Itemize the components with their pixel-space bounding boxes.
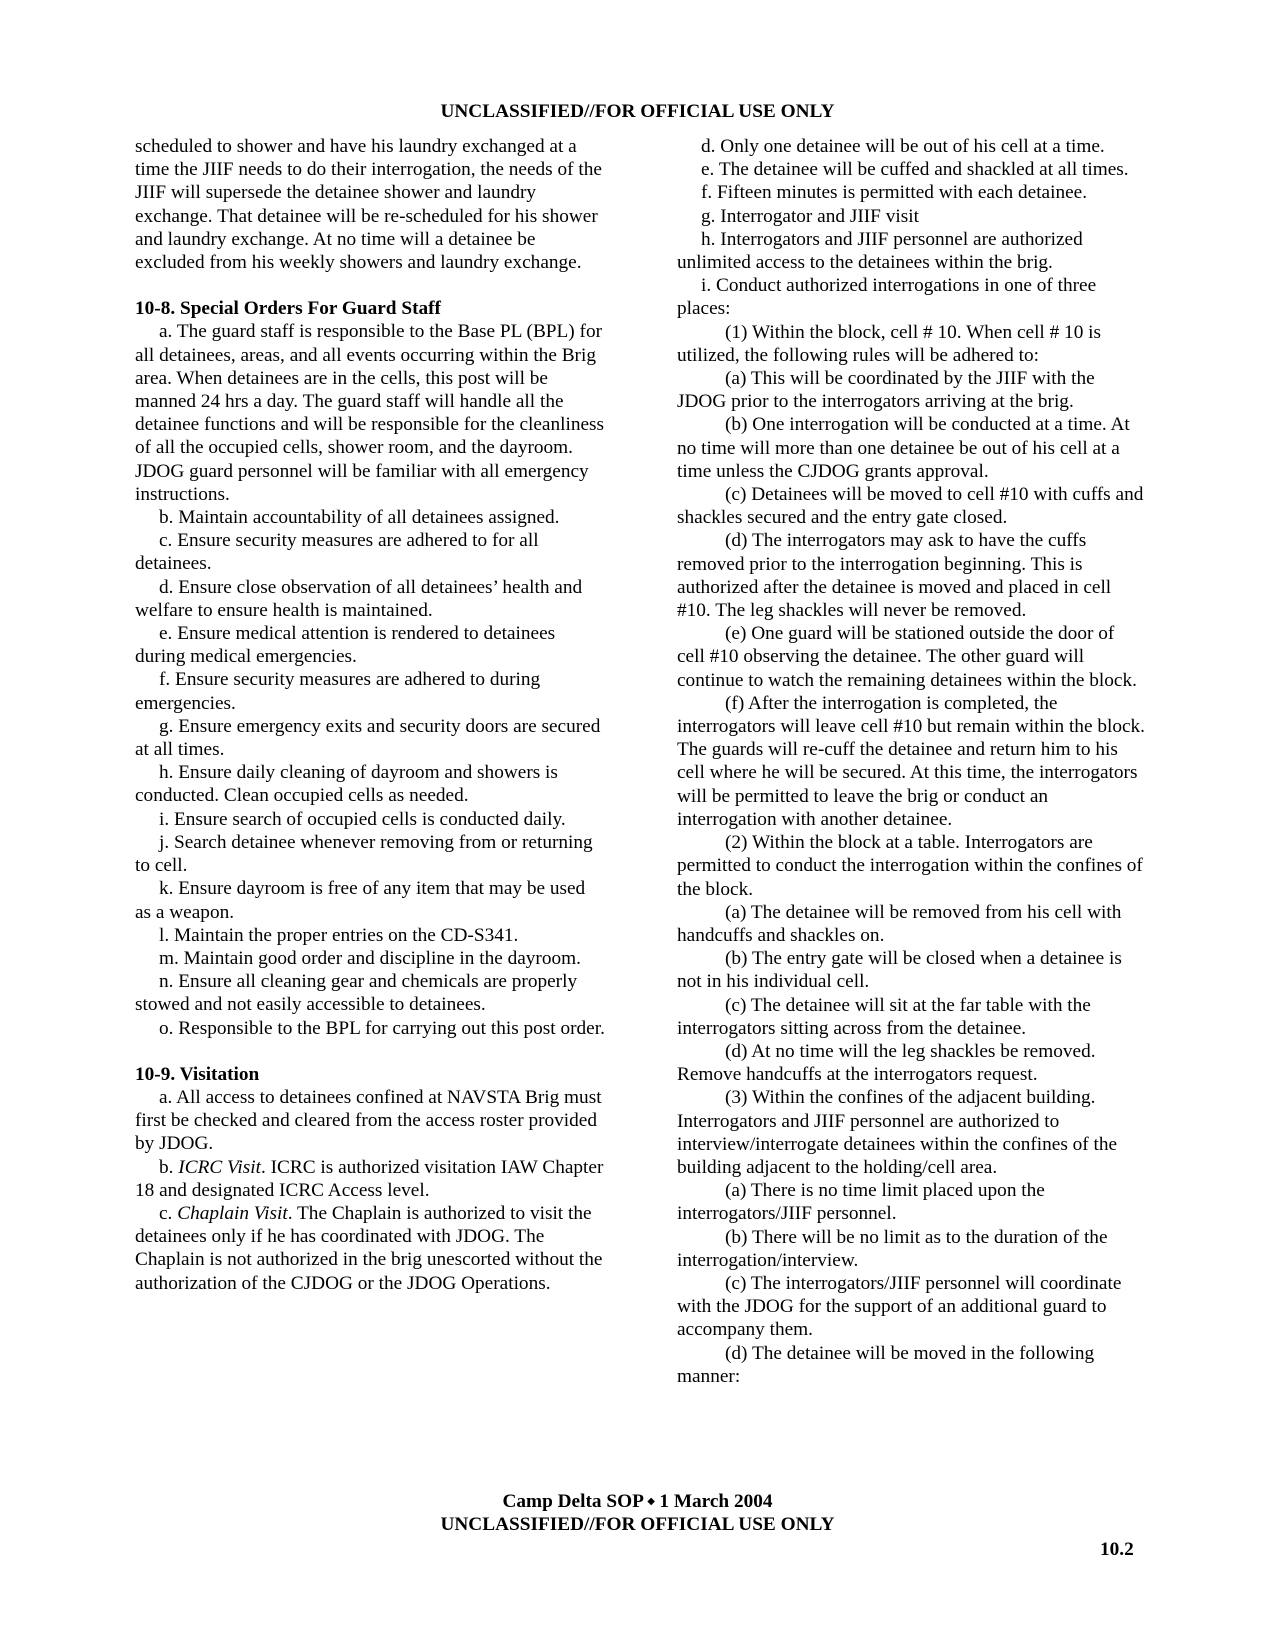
paragraph bbox=[135, 1156, 605, 1202]
paragraph: l. Maintain the proper entries on the CD-S341. bbox=[159, 924, 519, 946]
paragraph: i. Ensure search of occupied cells is conducted daily. bbox=[159, 808, 566, 830]
page-number: 10.2 bbox=[1100, 1539, 1134, 1560]
paragraph: (f) After the interrogation is completed, the interrogators will leave cell #10 but remain within the block. The guards will re-cuff the detainee and return him to his cell where he will be secured. At this time, the interrogators will be permitted to leave the brig or conduct an interrogation with another detainee. bbox=[677, 692, 1145, 830]
paragraph: (d) At no time will the leg shackles be removed. Remove handcuffs at the interrogators request. bbox=[677, 1040, 1096, 1086]
paragraph-prefix: b. bbox=[159, 1156, 179, 1178]
page-footer bbox=[0, 1490, 1275, 1536]
paragraph-text: . ICRC is authorized visitation IAW Chapter 18 and designated ICRC Access level. bbox=[135, 1156, 604, 1201]
footer-document-title: Camp Delta SOP ⬩ 1 March 2004 bbox=[502, 1491, 773, 1512]
paragraph: (c) The interrogators/JIIF personnel will coordinate with the JDOG for the support of an additional guard to accompany them. bbox=[677, 1272, 1122, 1341]
paragraph: j. Search detainee whenever removing from or returning to cell. bbox=[135, 831, 593, 877]
classification-header: UNCLASSIFIED//FOR OFFICIAL USE ONLY bbox=[440, 101, 835, 122]
paragraph: (b) There will be no limit as to the duration of the interrogation/interview. bbox=[677, 1226, 1108, 1271]
paragraph: (a) There is no time limit placed upon the interrogators/JIIF personnel. bbox=[677, 1180, 1045, 1225]
paragraph: m. Maintain good order and discipline in the dayroom. bbox=[159, 947, 581, 969]
paragraph: g. Ensure emergency exits and security doors are secured at all times. bbox=[135, 715, 601, 761]
paragraph-text: . The Chaplain is authorized to visit the detainees only if he has coordinated with JDOG. The Chaplain is not authorized in the brig unescorted without the authorization of the CJDOG or the JDOG Operations. bbox=[135, 1202, 603, 1294]
paragraph: (1) Within the block, cell # 10. When cell # 10 is utilized, the following rules will be adhered to: bbox=[677, 321, 1102, 366]
section-heading: 10-8. Special Orders For Guard Staff bbox=[135, 298, 441, 320]
paragraph: (2) Within the block at a table. Interrogators are permitted to conduct the interrogation within the confines of the block. bbox=[677, 832, 1143, 900]
paragraph: c. Ensure security measures are adhered to for all detainees. bbox=[135, 530, 539, 575]
paragraph: h. Ensure daily cleaning of dayroom and showers is conducted. Clean occupied cells as needed. bbox=[135, 762, 558, 807]
footer-classification: UNCLASSIFIED//FOR OFFICIAL USE ONLY bbox=[440, 1514, 835, 1536]
paragraph: a. The guard staff is responsible to the Base PL (BPL) for all detainees, areas, and all events occurring within the Brig area. When detainees are in the cells, this post will be manned 24 hrs a day. The guard staff will handle all the detainee functions and will be responsible for the cleanliness of all the occupied cells, shower room, and the dayroom. JDOG guard personnel will be familiar with all emergency instructions. bbox=[135, 321, 605, 505]
paragraph bbox=[135, 1202, 605, 1295]
paragraph: d. Only one detainee will be out of his cell at a time. bbox=[701, 136, 1105, 157]
paragraph: i. Conduct authorized interrogations in one of three places: bbox=[677, 275, 1097, 320]
paragraph: (d) The detainee will be moved in the following manner: bbox=[677, 1342, 1095, 1387]
paragraph: k. Ensure dayroom is free of any item that may be used as a weapon. bbox=[135, 878, 586, 923]
paragraph: (b) One interrogation will be conducted at a time. At no time will more than one detainee be out of his cell at a time unless the CJDOG grants approval. bbox=[677, 414, 1130, 482]
section-heading: 10-9. Visitation bbox=[135, 1063, 260, 1085]
paragraph: (a) This will be coordinated by the JIIF with the JDOG prior to the interrogators arriving at the brig. bbox=[677, 368, 1095, 413]
left-column bbox=[135, 135, 605, 1295]
paragraph-emphasis: ICRC Visit bbox=[178, 1156, 261, 1178]
paragraph: (b) The entry gate will be closed when a detainee is not in his individual cell. bbox=[677, 948, 1122, 993]
paragraph: b. Maintain accountability of all detainees assigned. bbox=[159, 507, 560, 529]
paragraph: (3) Within the confines of the adjacent building. Interrogators and JIIF personnel are authorized to interview/interrogate detainees within the confines of the building adjacent to the holding/cell area. bbox=[677, 1087, 1118, 1178]
paragraph: (d) The interrogators may ask to have the cuffs removed prior to the interrogation beginning. This is authorized after the detainee is moved and placed in cell #10. The leg shackles will never be removed. bbox=[677, 530, 1112, 622]
paragraph: n. Ensure all cleaning gear and chemicals are properly stowed and not easily accessible to detainees. bbox=[135, 971, 578, 1016]
paragraph: e. The detainee will be cuffed and shackled at all times. bbox=[701, 159, 1129, 181]
paragraph: (c) The detainee will sit at the far table with the interrogators sitting across from the detainee. bbox=[677, 994, 1091, 1039]
paragraph: (e) One guard will be stationed outside the door of cell #10 observing the detainee. The other guard will continue to watch the remaining detainees within the block. bbox=[677, 623, 1137, 691]
paragraph: a. All access to detainees confined at NAVSTA Brig must first be checked and cleared from the access roster provided by JDOG. bbox=[135, 1086, 602, 1155]
paragraph: (c) Detainees will be moved to cell #10 with cuffs and shackles secured and the entry gate closed. bbox=[677, 484, 1144, 529]
paragraph: h. Interrogators and JIIF personnel are authorized unlimited access to the detainees within the brig. bbox=[677, 228, 1083, 274]
paragraph: o. Responsible to the BPL for carrying out this post order. bbox=[159, 1017, 605, 1039]
paragraph: d. Ensure close observation of all detainees’ health and welfare to ensure health is maintained. bbox=[135, 576, 583, 621]
paragraph: f. Ensure security measures are adhered to during emergencies. bbox=[135, 669, 541, 714]
paragraph-prefix: c. bbox=[159, 1202, 178, 1224]
paragraph-emphasis: Chaplain Visit bbox=[177, 1202, 288, 1224]
paragraph: (a) The detainee will be removed from his cell with handcuffs and shackles on. bbox=[677, 901, 1122, 946]
paragraph: scheduled to shower and have his laundry exchanged at a time the JIIF needs to do their interrogation, the needs of the JIIF will supersede the detainee shower and laundry exchange. That detainee will be re-scheduled for his shower and laundry exchange. At no time will a detainee be excluded from his weekly showers and laundry exchange. bbox=[135, 136, 602, 274]
paragraph: e. Ensure medical attention is rendered to detainees during medical emergencies. bbox=[135, 623, 556, 668]
paragraph: g. Interrogator and JIIF visit bbox=[701, 205, 919, 227]
right-column bbox=[677, 135, 1145, 1388]
paragraph: f. Fifteen minutes is permitted with each detainee. bbox=[701, 182, 1088, 204]
